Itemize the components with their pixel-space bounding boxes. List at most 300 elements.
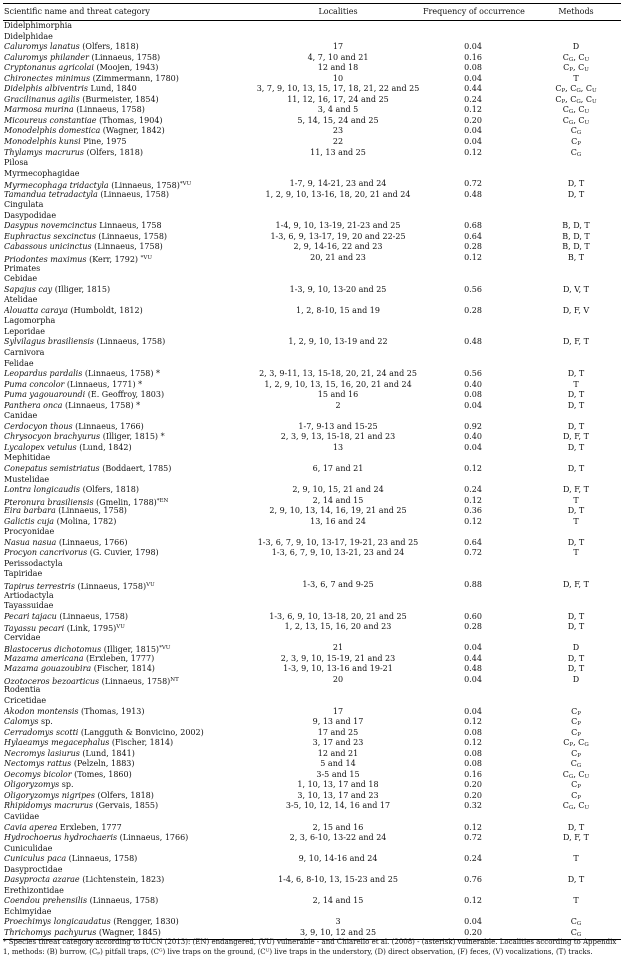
species-authority: (Linnaeus, 1758) (91, 242, 163, 252)
species-authority: (Gmelin, 1788) (93, 497, 157, 507)
method-subscript: P (577, 141, 581, 148)
localities-cell: 9, 10, 14-16 and 24 (298, 854, 378, 864)
species-name: Oligoryzomys nigripes (4, 790, 95, 800)
frequency-cell: 0.24 (464, 94, 482, 104)
group-row (3, 907, 621, 918)
species-name: Alouatta caraya (4, 305, 68, 315)
method-code: D, F, T (563, 579, 589, 589)
table-row (3, 823, 621, 834)
taxon-group-name: Mustelidae (4, 474, 50, 484)
group-row (3, 21, 621, 32)
table-row (3, 833, 621, 844)
method-code: , C (573, 105, 585, 115)
localities-cell: 3, 7, 9, 10, 13, 15, 17, 18, 21, 22 and 25 (256, 84, 420, 94)
method-subscript: G (576, 932, 582, 939)
table-row (3, 105, 621, 116)
species-name: Monodelphis kunsi (4, 137, 81, 147)
species-name: Cuniculus paca (4, 854, 67, 864)
taxon-group-name: Atelidae (4, 295, 38, 305)
methods-cell (533, 285, 619, 296)
species-authority: (Zimmermann, 1780) (90, 73, 179, 83)
frequency-cell: 0.12 (464, 516, 482, 526)
taxon-group-name: Cebidae (4, 274, 38, 284)
scientific-name-cell (4, 833, 252, 844)
localities-cell: 17 (332, 42, 344, 52)
method-code: D, T (567, 189, 585, 199)
frequency-cell: 0.04 (464, 674, 482, 684)
species-name: Myrmecophaga tridactyla (4, 181, 109, 191)
frequency-cell: 0.32 (464, 801, 482, 811)
table-row (3, 148, 621, 159)
localities-cell: 1-3, 9, 10, 13-16 and 19-21 (283, 664, 393, 674)
taxon-group-name: Cuniculidae (4, 843, 53, 853)
localities-cell: 1-3, 6, 7, 9, 10, 13-17, 19-21, 23 and 25 (257, 537, 419, 547)
species-name: Lontra longicaudis (4, 485, 81, 495)
species-authority: (Olfers, 1818) (94, 790, 154, 800)
frequency-cell: 0.04 (464, 442, 482, 452)
taxon-group-name: Mephitidae (4, 453, 51, 463)
species-name: Priodontes maximus (4, 255, 87, 265)
species-authority: (Fischer, 1814) (109, 738, 174, 748)
localities-cell: 1-3, 6, 7 and 9-25 (302, 579, 374, 589)
method-subscript: G (576, 98, 581, 105)
localities-cell: 3, 10, 13, 17 and 23 (297, 790, 379, 800)
species-authority: (Linnaeus, 1758) (66, 854, 138, 864)
taxon-group-name: Pilosa (4, 158, 29, 168)
methods-cell (533, 432, 619, 443)
frequency-cell: 0.08 (464, 759, 482, 769)
group-row (3, 475, 621, 486)
species-name: Dasyprocta azarae (4, 875, 80, 885)
frequency-cell: 0.36 (464, 506, 482, 516)
species-authority: (Illiger, 1815) * (100, 432, 165, 442)
taxon-group-name: Didelphidae (4, 31, 53, 41)
species-authority: (Thomas, 1913) (78, 706, 145, 716)
species-name: Cerradomys scotti (4, 727, 79, 737)
scientific-name-cell (4, 401, 252, 412)
threat-category: *VU (140, 255, 152, 262)
method-code: B, D, T (562, 221, 590, 231)
species-authority: sp. (38, 717, 53, 727)
table-row (3, 738, 621, 749)
table-row (3, 622, 621, 633)
table-row (3, 801, 621, 812)
localities-cell: 5, 14, 15, 24 and 25 (297, 115, 379, 125)
taxon-group-name: Leporidae (4, 326, 45, 336)
species-name: Hylaeamys megacephalus (4, 738, 110, 748)
taxon-group-name: Cervidae (4, 632, 41, 642)
localities-cell: 1, 2, 9, 10, 13, 15, 16, 20, 21 and 24 (264, 379, 412, 389)
table-row (3, 337, 621, 348)
method-code: D, V, T (562, 284, 589, 294)
species-authority: (Linnaeus, 1758) (55, 506, 127, 516)
species-authority: (Boddaert, 1785) (99, 463, 172, 473)
frequency-cell: 0.72 (464, 548, 482, 558)
method-code: D, T (567, 664, 585, 674)
method-code: C (571, 717, 578, 727)
group-row (3, 274, 621, 285)
species-name: Galictis cuja (4, 516, 55, 526)
species-authority: (Gervais, 1855) (93, 801, 159, 811)
threat-category: *VU (179, 181, 192, 188)
species-name: Hydrochoerus hydrochaeris (4, 833, 118, 843)
scientific-name-cell (4, 464, 252, 475)
species-name: Dasypus novemcinctus (4, 221, 97, 231)
group-row (3, 158, 621, 169)
frequency-cell: 0.04 (464, 643, 482, 653)
localities-cell: 2, 9, 10, 13, 14, 16, 19, 21 and 25 (269, 506, 407, 516)
scientific-name-cell (4, 917, 252, 928)
species-authority: (Linnaeus, 1758) (95, 231, 168, 241)
scientific-name-cell (4, 738, 252, 749)
table-row (3, 63, 621, 74)
method-subscript: U (584, 67, 589, 74)
species-authority: (Linnaeus, 1758) * (62, 400, 141, 410)
localities-cell: 1, 2, 9, 10, 13-16, 18, 20, 21 and 24 (265, 189, 411, 199)
localities-cell: 1, 2, 8-10, 15 and 19 (296, 305, 380, 315)
methods-cell (533, 675, 619, 686)
localities-cell: 1-3, 6, 7, 9, 10, 13-21, 23 and 24 (271, 548, 405, 558)
localities-cell: 1-4, 9, 10, 13-19, 21-23 and 25 (275, 221, 401, 231)
scientific-name-cell (4, 823, 252, 834)
method-code: , C (580, 84, 593, 94)
frequency-cell: 0.12 (464, 717, 482, 727)
table-row (3, 580, 621, 591)
localities-cell: 15 and 16 (317, 390, 359, 400)
scientific-name-cell (4, 538, 252, 549)
species-name: Chrysocyon brachyurus (4, 432, 101, 442)
species-name: Sylvilagus brasiliensis (4, 337, 95, 347)
species-name: Thylamys macrurus (4, 147, 84, 157)
method-code: T (573, 548, 579, 558)
taxon-group-name: Cingulata (4, 200, 44, 210)
localities-cell: 3 (335, 917, 341, 927)
method-subscript: P (561, 88, 566, 95)
method-subscript: G (568, 109, 574, 116)
table-row (3, 538, 621, 549)
taxon-group-name: Didelphimorphia (4, 21, 73, 30)
method-code: T (573, 73, 579, 83)
method-code: C (571, 790, 578, 800)
localities-cell: 2, 3, 9, 13, 15-18, 21 and 23 (280, 432, 396, 442)
header-frequency: Frequency of occurrence (423, 7, 525, 16)
species-authority: (Olfers, 1818) (83, 147, 143, 157)
group-row (3, 348, 621, 359)
methods-cell (533, 369, 619, 380)
method-code: D, T (567, 442, 585, 452)
group-row (3, 601, 621, 612)
table-row (3, 190, 621, 201)
localities-cell: 20 (332, 674, 344, 684)
method-subscript: G (584, 742, 589, 749)
method-code: , C (573, 115, 585, 125)
localities-cell: 10 (332, 73, 344, 83)
group-row (3, 685, 621, 696)
method-code: T (573, 854, 579, 864)
species-authority: (Humboldt, 1812) (67, 305, 143, 315)
method-code: , C (572, 63, 585, 73)
method-subscript: G (568, 805, 574, 812)
table-row (3, 791, 621, 802)
method-code: , C (565, 94, 577, 104)
method-code: D, F, V (562, 305, 590, 315)
species-authority: Lund, 1840 (87, 84, 137, 94)
localities-cell: 11, 12, 16, 17, 24 and 25 (287, 94, 389, 104)
table-row (3, 517, 621, 528)
methods-cell (533, 253, 619, 264)
species-authority: (Linnaeus, 1758) (97, 189, 169, 199)
group-row (3, 359, 621, 370)
method-subscript: P (577, 710, 581, 717)
taxon-group-name: Perissodactyla (4, 558, 63, 568)
frequency-cell: 0.48 (464, 337, 482, 347)
method-code: C (571, 706, 578, 716)
method-code: , C (580, 94, 593, 104)
table-row (3, 443, 621, 454)
scientific-name-cell (4, 801, 252, 812)
localities-cell: 2, 9, 10, 15, 21 and 24 (292, 485, 384, 495)
frequency-cell: 0.92 (464, 421, 482, 431)
methods-cell (533, 548, 619, 559)
species-name: Micoureus constantiae (4, 115, 97, 125)
method-code: T (573, 896, 579, 906)
frequency-cell: 0.04 (464, 137, 482, 147)
species-authority: (Rengger, 1830) (110, 917, 179, 927)
methods-cell (533, 390, 619, 401)
methods-cell (533, 506, 619, 517)
table-row (3, 84, 621, 95)
taxon-group-name: Lagomorpha (4, 316, 56, 326)
species-authority: (Lund, 1841) (79, 748, 135, 758)
species-name: Cerdocyon thous (4, 421, 73, 431)
species-table (3, 3, 621, 940)
frequency-cell: 0.68 (464, 221, 482, 231)
localities-cell: 22 (332, 137, 344, 147)
method-code: D, T (567, 463, 585, 473)
species-name: Pecari tajacu (4, 611, 57, 621)
method-code: D, T (567, 537, 585, 547)
method-code: D (572, 42, 580, 52)
scientific-name-cell (4, 791, 252, 802)
frequency-cell: 0.76 (464, 875, 482, 885)
table-row (3, 917, 621, 928)
frequency-cell: 0.12 (464, 105, 482, 115)
species-name: Thrichomys pachyurus (4, 928, 97, 938)
species-name: Didelphis albiventris (4, 84, 88, 94)
method-subscript: G (568, 119, 574, 126)
species-authority: (Lichtenstein, 1823) (79, 875, 165, 885)
scientific-name-cell (4, 759, 252, 770)
method-code: C (571, 780, 578, 790)
method-subscript: G (576, 88, 581, 95)
frequency-cell: 0.28 (464, 242, 482, 252)
table-row (3, 401, 621, 412)
method-subscript: U (584, 773, 590, 780)
method-code: B, D, T (562, 231, 590, 241)
species-authority: (Olfers, 1818) (79, 42, 139, 52)
taxon-group-name: Primates (4, 263, 41, 273)
scientific-name-cell (4, 443, 252, 454)
table-row (3, 126, 621, 137)
scientific-name-cell (4, 84, 252, 95)
frequency-cell: 0.16 (464, 52, 482, 62)
table-row (3, 548, 621, 559)
table-footnote: * Species threat category according to IUCN (2013): (EN) endangered, (VU) vulnerable - and Chiarello et al. (2008) - (asterisk) vulnerable. Localities according to Appendix 1, methods: (B) burrow, (Cₚ) pitfall traps, (Cᴳ) live traps on the ground, (Cᵁ) live traps in the understory, (D) direct observation, (F) feces, (V) vocalizations, (T) tracks. (3, 938, 617, 956)
localities-cell: 6, 17 and 21 (312, 463, 364, 473)
methods-cell (533, 664, 619, 675)
species-name: Blastocerus dichotomus (4, 645, 102, 655)
species-name: Necromys lasiurus (4, 748, 80, 758)
species-authority: (Pelzeln, 1883) (71, 759, 135, 769)
frequency-cell: 0.44 (464, 653, 482, 663)
method-code: D, T (567, 506, 585, 516)
species-name: Proechimys longicaudatus (4, 917, 111, 927)
species-name: Sapajus cay (4, 284, 53, 294)
method-code: , C (573, 738, 585, 748)
group-row (3, 453, 621, 464)
species-authority: (Link, 1795) (64, 624, 117, 634)
methods-cell (533, 42, 619, 53)
species-name: Gracilinanus agilis (4, 94, 80, 104)
frequency-cell: 0.72 (464, 179, 482, 189)
method-subscript: P (561, 98, 566, 105)
localities-cell: 2, 14 and 15 (312, 896, 364, 906)
species-name: Conepatus semistriatus (4, 463, 100, 473)
localities-cell: 9, 13 and 17 (312, 717, 364, 727)
threat-category: VU (146, 581, 155, 588)
table-row (3, 53, 621, 64)
species-name: Tamandua tetradactyla (4, 189, 98, 199)
method-code: D (572, 674, 580, 684)
method-code: , C (573, 801, 585, 811)
scientific-name-cell (4, 485, 252, 496)
localities-cell: 4, 7, 10 and 21 (307, 52, 369, 62)
method-subscript: U (592, 98, 597, 105)
table-row (3, 380, 621, 391)
scientific-name-cell (4, 780, 252, 791)
species-name: Cabassous unicinctus (4, 242, 92, 252)
species-authority: (Wagner, 1842) (100, 126, 165, 136)
method-code: D, T (567, 400, 585, 410)
table-row (3, 432, 621, 443)
method-code: T (573, 495, 579, 505)
method-code: C (562, 115, 569, 125)
methods-cell (533, 643, 619, 654)
frequency-cell: 0.24 (464, 485, 482, 495)
frequency-cell: 0.24 (464, 854, 482, 864)
taxon-group-name: Carnivora (4, 347, 45, 357)
scientific-name-cell (4, 337, 252, 348)
frequency-cell: 0.48 (464, 664, 482, 674)
species-authority: (Fischer, 1814) (91, 664, 155, 674)
species-name: Panthera onca (4, 400, 63, 410)
methods-cell (533, 875, 619, 886)
species-authority: (Lund, 1842) (76, 442, 132, 452)
method-subscript: P (577, 731, 581, 738)
method-subscript: U (584, 805, 590, 812)
scientific-name-cell (4, 517, 252, 528)
group-row (3, 295, 621, 306)
group-row (3, 316, 621, 327)
localities-cell: 11, 13 and 25 (310, 147, 366, 157)
species-authority: (Linnaeus, 1766) (117, 833, 189, 843)
methods-cell (533, 823, 619, 834)
scientific-name-cell (4, 728, 252, 739)
group-row (3, 865, 621, 876)
species-name: Cavia aperea (4, 822, 58, 832)
table-row (3, 95, 621, 106)
table-row (3, 875, 621, 886)
localities-cell: 1-7, 9, 14-21, 23 and 24 (289, 179, 387, 189)
methods-cell (533, 232, 619, 243)
frequency-cell: 0.56 (464, 369, 482, 379)
species-authority: (Linnaeus, 1758) (89, 52, 161, 62)
table-row (3, 728, 621, 739)
table-row (3, 116, 621, 127)
table-row (3, 759, 621, 770)
taxon-group-name: Tayassuidae (4, 601, 54, 611)
localities-cell: 13 (332, 442, 344, 452)
localities-cell: 1-7, 9-13 and 15-25 (298, 421, 378, 431)
methods-cell (533, 896, 619, 907)
table-header (3, 4, 621, 20)
table-row (3, 179, 621, 190)
method-subscript: G (576, 921, 582, 928)
table-row (3, 506, 621, 517)
methods-cell (533, 179, 619, 190)
table-row (3, 369, 621, 380)
methods-cell (533, 833, 619, 844)
table-row (3, 242, 621, 253)
method-subscript: U (584, 109, 590, 116)
frequency-cell: 0.12 (464, 822, 482, 832)
species-name: Ozotoceros bezoarticus (4, 676, 100, 686)
localities-cell: 2, 3, 6-10, 13-22 and 24 (289, 833, 387, 843)
frequency-cell: 0.20 (464, 115, 482, 125)
method-code: D, T (567, 611, 585, 621)
species-authority: (Kerr, 1792) (86, 255, 141, 265)
method-code: C (555, 84, 562, 94)
species-authority: (Linnaeus, 1766) (72, 421, 144, 431)
methods-cell (533, 485, 619, 496)
taxon-group-name: Caviidae (4, 812, 40, 822)
species-name: Puma concolor (4, 379, 65, 389)
threat-category: *VU (159, 645, 171, 652)
species-authority: (Thomas, 1904) (96, 115, 163, 125)
method-code: C (571, 748, 578, 758)
localities-cell: 2 (335, 400, 341, 410)
scientific-name-cell (4, 707, 252, 718)
group-row (3, 633, 621, 644)
species-authority: (Olfers, 1818) (80, 485, 140, 495)
species-authority: Pine, 1975 (80, 137, 127, 147)
scientific-name-cell (4, 221, 252, 232)
species-authority: (Burmeister, 1854) (79, 94, 159, 104)
method-code: C (570, 147, 577, 157)
frequency-cell: 0.20 (464, 928, 482, 938)
taxon-group-name: Artiodactyla (4, 590, 54, 600)
species-authority: (Linnaeus, 1766) (56, 537, 128, 547)
method-code: B, T (567, 253, 585, 263)
frequency-cell: 0.60 (464, 611, 482, 621)
method-code: D, F, T (563, 833, 589, 843)
table-row (3, 253, 621, 264)
frequency-cell: 0.04 (464, 400, 482, 410)
species-name: Leopardus pardalis (4, 369, 83, 379)
method-code: D, F, T (563, 337, 589, 347)
localities-cell: 12 and 18 (317, 63, 359, 73)
species-authority: sp. (59, 780, 74, 790)
